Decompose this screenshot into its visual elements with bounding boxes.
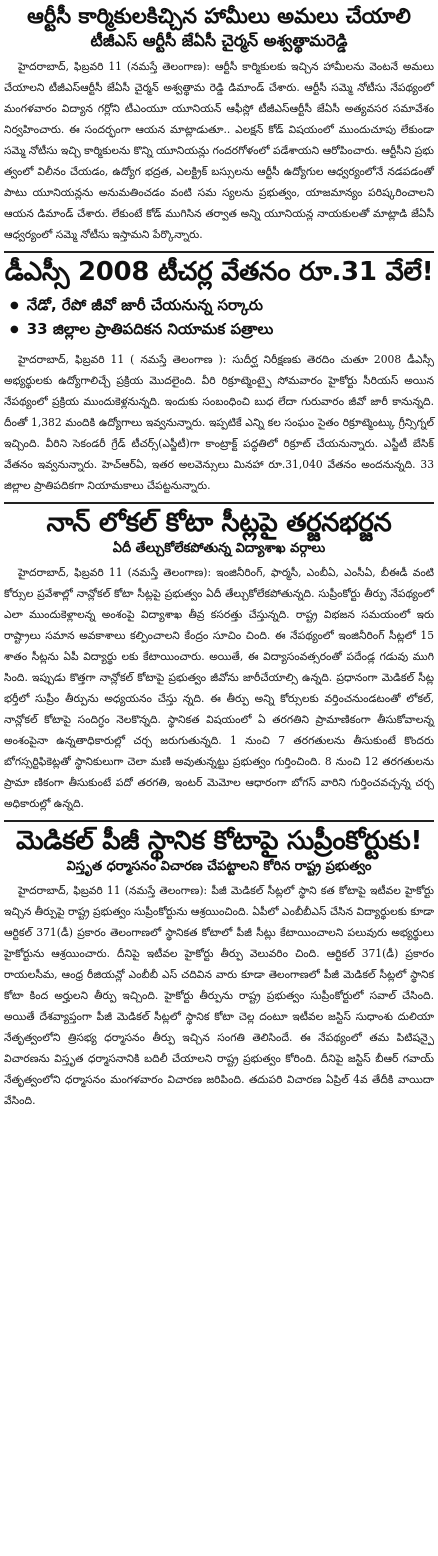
story-body: హైదరాబాద్, ఫిబ్రవరి 11 (నమస్తే తెలంగాణ): పీజీ మెడికల్ సీట్లలో స్థాని కత కోటాపై ఇటీవల హైకోర్టు ఇచ్చిన తీర్పుపై రాష్ట్ర ప్రభుత్వం సుప్రీంకోర్టును ఆశ్రయించింది. ఏపీలో ఎంబీబీఎస్ చేసిన విద్యార్థులకు కూడా ఆర్టికల్ 371(డీ) ప్రకారం తెలంగాణలో స్థానికత కోటాలో పీజీ సీట్లు కేటాయించాలని పలువురు అభ్యర్థులు హైకోర్టును ఆశ్రయించారు. దీనిపై ఇటీవల హైకోర్టు తీర్పు వెలువరిం చింది. ఆర్టికల్ 371(డీ) ప్రకారం రాయలసీమ, ఆంధ్ర రీజియన్లో ఎంబీబీ ఎస్ చదివిన వారు కూడా తెలంగాణలో పీజీ మెడికల్ సీట్లలో స్థానిక కోటా కింద అర్హులని తీర్పు ఇచ్చింది. హైకోర్టు తీర్పును రాష్ట్ర ప్రభుత్వం సుప్రీంకోర్టులో సవాల్ చేసింది. అయితే దేశవ్యాప్తంగా పీజీ మెడికల్ సీట్లలో స్థానిక కోటా చెల్ల దంటూ ఇటీవల జస్టిస్ సుధాంశు దులియా నేతృత్వంలోని త్రిసభ్య ధర్మాసనం తీర్పు ఇచ్చిన సంగతి తెలిసిందే. ఈ నేపథ్యంలో తమ పిటిషన్పై విచారణను విస్తృత ధర్మాసనానికి బదిలీ చేయాలని రాష్ట్ర ప్రభుత్వం కోరింది. దీనిపై జస్టిస్ బీఆర్ గవాయ్ నేతృత్వంలోని ధర్మాసనం మంగళవారం విచారణ జరిపింది. తదుపరి విచారణ ఏప్రిల్ 4వ తేదీకి వాయిదా వేసింది. (4, 884, 434, 1108)
story-headline: నాన్ లోకల్ కోటా సీట్లపై తర్జనభర్జన (46, 507, 392, 538)
story-headline: డీఎస్సీ 2008 టీచర్ల వేతనం రూ.31 వేలే! (4, 257, 434, 288)
story-medical-pg-quota (4, 822, 434, 1117)
story-body: హైదరాబాద్, ఫిబ్రవరి 11 (నమస్తే తెలంగాణ): ఇంజినీరింగ్, ఫార్మసీ, ఎంబీఏ, ఎంసీఏ, బీఈడీ వంటి కోర్సుల ప్రవేశాల్లో నాన్లోకల్ కోటా సీట్లపై ప్రభుత్వం ఏదీ తేల్చుకోలేకపోతున్నది. సుప్రీంకోర్టు తీర్పు నేపథ్యంలో ఎలా ముందుకెళ్లాలన్న అంశంపై విద్యాశాఖ తీవ్ర కసరత్తు చేస్తున్నది. రాష్ట్ర విభజన సమయంలో ఇరు రాష్ట్రాలు సమాన అవకాశాలు కల్పించాలని కేంద్రం సూచిం చింది. ఈ నేపథ్యంలో ఇంజినీరింగ్ సీట్లలో 15 శాతం సీట్లను ఏపీ విద్యార్థు లకు కేటాయించారు. అయితే, ఈ విద్యాసంవత్సరంతో పదేండ్ల గడువు ముగి సింది. ఇప్పుడు కొత్తగా నాన్లోకల్ కోటాపై ప్రభుత్వం జీవోను జారీచేయాల్సి ఉన్నది. ప్రధానంగా మెడికల్ సీట్ల భర్తీలో సుప్రీం తీర్పును అధ్యయనం చేస్తు న్నది. ఈ తీర్పు అన్ని కోర్సులకు వర్తించనుండటంతో లోకల్, నాన్లోకల్ కోటాపై సందిగ్ధం నెలకొన్నది. స్థానికత విషయంలో ఏ తరగతిని ప్రామాణికంగా తీసుకోవాలన్న అంశంపైనా ఉన్నతాధికారుల్లో చర్చ జరుగుతున్నది. 1 నుంచి 7 తరగతులను తీసుకుంటే కొందరు బోగస్సర్టిఫికెట్లతో స్థానికులుగా చెలా మణి అవుతున్నట్టు ప్రభుత్వం గుర్తించింది. 8 నుంచి 12 తరగతులను ప్రామా ణికంగా తీసుకుంటే పదో తరగతి, ఇంటర్ మెమోల ఆధారంగా బోగస్ వారిని గుర్తించవచ్చన్న చర్చ అధికారుల్లో ఉన్నది. (4, 565, 434, 810)
story-subheadline: విస్తృత ధర్మాసనం విచారణ చేపట్టాలని కోరిన రాష్ట్ర ప్రభుత్వం (66, 859, 372, 875)
story-dsc-2008-teachers (4, 253, 434, 504)
story-headline: ఆర్టీసీ కార్మికులకిచ్చిన హామీలు అమలు చేయాలి (27, 4, 411, 28)
story-body: హైదరాబాద్, ఫిబ్రవరి 11 ( నమస్తే తెలంగాణ ): సుదీర్ఘ నిరీక్షణకు తెరదిం చుతూ 2008 డీఎస్సీ అభ్యర్థులకు ఉద్యోగాలిచ్చే ప్రక్రియ మొదలైంది. వీరి రిక్రూట్మెంట్పై సోమవారం హైకోర్టు సీరియస్ అయిన నేపథ్యంలో ప్రక్రియ ముందుకెళ్లనున్నది. ఇందుకు సంబంధించి బుధ లేదా గురువారం జీవో జారీ కానున్నది. దీంతో 1,382 మందికి ఉద్యోగాలు ఇవ్వనున్నారు. ఇప్పటికే ఎన్ని కల సంఘం సైతం రిక్రూట్మెంట్కు గ్రీన్సిగ్నల్ ఇచ్చింది. వీరిని సెకండరీ గ్రేడ్ టీచర్స్(ఎస్జీటీ)గా కాంట్రాక్ట్ పద్ధతిలో రిక్రూట్ చేయనున్నారు. ఎస్జీటీ బేసిక్ వేతనం ఇవ్వనున్నారు. హెచ్ఆర్ఏ, ఇతర అలవెన్సులు మినహా రూ.31,040 వేతనం అందనున్నది. 33 జిల్లాల ప్రాతిపదికగా నియామకాలు చేపట్టనున్నారు. (4, 352, 434, 492)
story-bullet-list (4, 293, 434, 341)
story-rtc-promises (4, 0, 434, 253)
story-headline: మెడికల్ పీజీ స్థానిక కోటాపై సుప్రీంకోర్టుకు! (15, 825, 423, 856)
bullet-point: ● 33 జిల్లాల ప్రాతిపదికన నియామక పత్రాలు (10, 317, 434, 341)
story-nonlocal-quota (4, 504, 434, 822)
story-body: హైదరాబాద్, ఫిబ్రవరి 11 (నమస్తే తెలంగాణ): ఆర్టీసీ కార్మికులకు ఇచ్చిన హామీలను వెంటనే అమలు చేయాలని టీజీఎస్ఆర్టీసీ జేఏసీ చైర్మన్ అశ్వత్థామ రెడ్డి డిమాండ్ చేశారు. ఆర్టీసీ సమ్మె నోటీసు నేపథ్యంలో మంగళవారం విద్యాన గర్లోని టీఎంయూ యూనియన్ ఆఫీస్లో టీజీఎస్ఆర్టీసీ జేఏసీ అత్యవసర సమావేశం నిర్వహించారు. ఈ సందర్భంగా ఆయన మాట్లాడుతూ.. ఎలక్షన్ కోడ్ విషయంలో ముందుచూపు లేకుండా సమ్మె నోటీసు ఇచ్చి కార్మికులను కొన్ని యూనియన్లు గందరగోళంలో పడేశాయని ఆరోపించారు. ఆర్టీసీని ప్రభు త్వంలో విలీనం చేయడం, ఉద్యోగ భద్రత, ఎలక్ట్రిక్ బస్సులను ఆర్టీసీ ఉద్యోగుల ఆధ్వర్యంలోనే నడపడంతో పాటు యూనియన్లను అనుమతించడం వంటి సమ స్యలను ప్రభుత్వం, యాజమాన్యం పరిష్కరించాలని ఆయన డిమాండ్ చేశారు. లేకుంటే కోడ్ ముగిసిన తర్వాత అన్ని యూనియన్ల నాయకులతో మాట్లాడి జేఏసీ ఆధ్వర్యంలో సమ్మె నోటీసు ఇస్తామని పేర్కొన్నారు. (4, 60, 434, 242)
bullet-point: ● నేడో, రేపో జీవో జారీ చేయనున్న సర్కారు (10, 293, 434, 317)
story-subheadline: టీజీఎస్ ఆర్టీసీ జేఏసీ చైర్మన్ అశ్వత్థామరెడ్డి (90, 31, 348, 51)
story-subheadline: ఏదీ తేల్చుకోలేకపోతున్న విద్యాశాఖ వర్గాలు (112, 541, 326, 557)
